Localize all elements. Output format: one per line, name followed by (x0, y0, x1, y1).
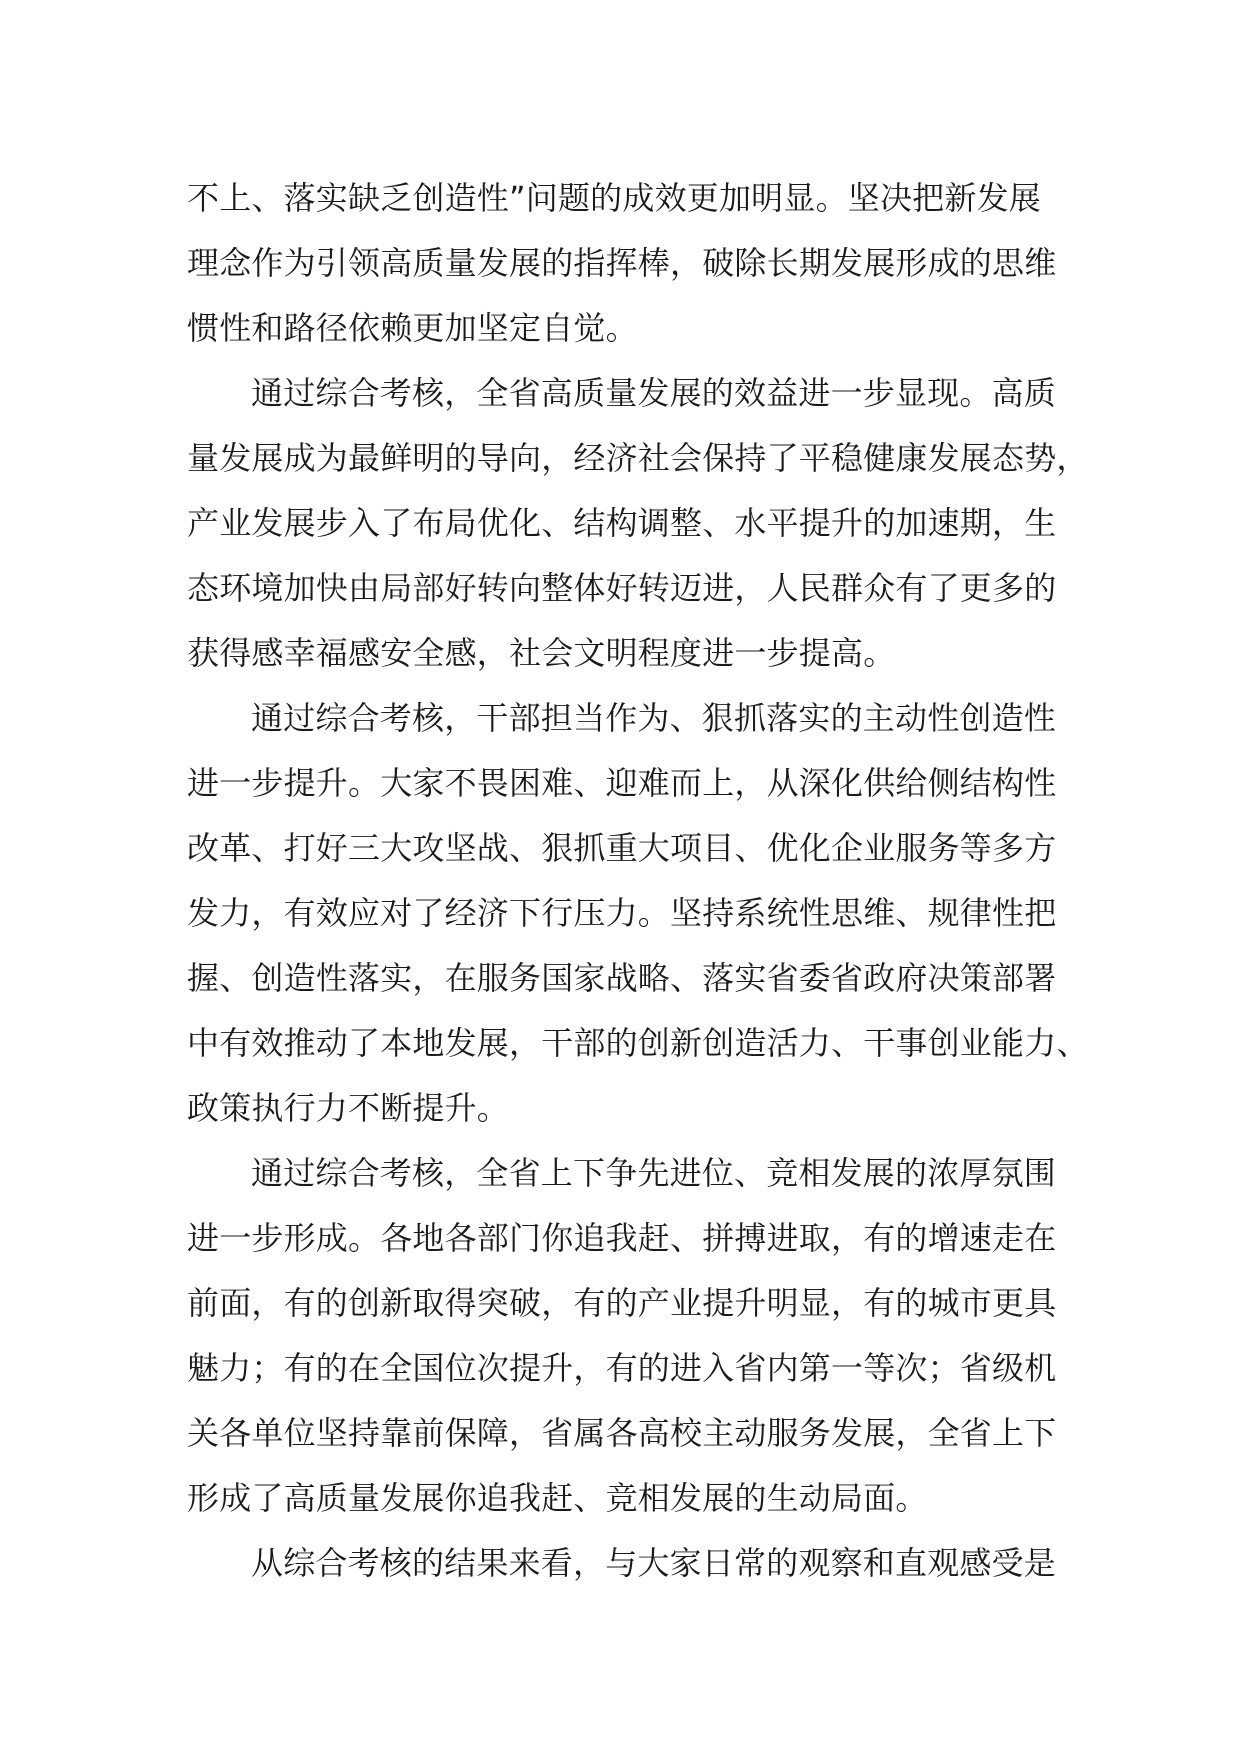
text-line: 发力，有效应对了经济下行压力。坚持系统性思维、规律性把 (187, 894, 1057, 932)
text-line: 获得感幸福感安全感，社会文明程度进一步提高。 (187, 634, 896, 672)
paragraph-first-line: 通过综合考核，干部担当作为、狠抓落实的主动性创造性 (251, 699, 1057, 737)
text-line: 关各单位坚持靠前保障，省属各高校主动服务发展，全省上下 (187, 1414, 1057, 1452)
text-line: 改革、打好三大攻坚战、狠抓重大项目、优化企业服务等多方 (187, 829, 1057, 867)
text-line: 形成了高质量发展你追我赶、竞相发展的生动局面。 (187, 1479, 928, 1517)
text-line: 进一步提升。大家不畏困难、迎难而上，从深化供给侧结构性 (187, 764, 1057, 802)
text-line: 产业发展步入了布局优化、结构调整、水平提升的加速期，生 (187, 504, 1057, 542)
text-line: 魅力；有的在全国位次提升，有的进入省内第一等次；省级机 (187, 1349, 1057, 1387)
paragraph-first-line: 通过综合考核，全省上下争先进位、竞相发展的浓厚氛围 (251, 1154, 1057, 1192)
body-text (187, 166, 1087, 1596)
paragraph-first-line: 从综合考核的结果来看，与大家日常的观察和直观感受是 (251, 1544, 1057, 1582)
text-line: 进一步形成。各地各部门你追我赶、拼搏进取，有的增速走在 (187, 1219, 1057, 1257)
text-line: 量发展成为最鲜明的导向，经济社会保持了平稳健康发展态势， (187, 439, 1089, 477)
paragraph-first-line: 通过综合考核，全省高质量发展的效益进一步显现。高质 (251, 374, 1057, 412)
text-line: 惯性和路径依赖更加坚定自觉。 (187, 309, 638, 347)
text-line: 前面，有的创新取得突破，有的产业提升明显，有的城市更具 (187, 1284, 1057, 1322)
text-line: 握、创造性落实，在服务国家战略、落实省委省政府决策部署 (187, 959, 1057, 997)
text-line: 理念作为引领高质量发展的指挥棒，破除长期发展形成的思维 (187, 244, 1057, 282)
text-line: 不上、落实缺乏创造性”问题的成效更加明显。坚决把新发展 (187, 179, 1041, 217)
text-line: 政策执行力不断提升。 (187, 1089, 510, 1127)
text-line: 中有效推动了本地发展，干部的创新创造活力、干事创业能力、 (187, 1024, 1089, 1062)
text-line: 态环境加快由局部好转向整体好转迈进，人民群众有了更多的 (187, 569, 1057, 607)
